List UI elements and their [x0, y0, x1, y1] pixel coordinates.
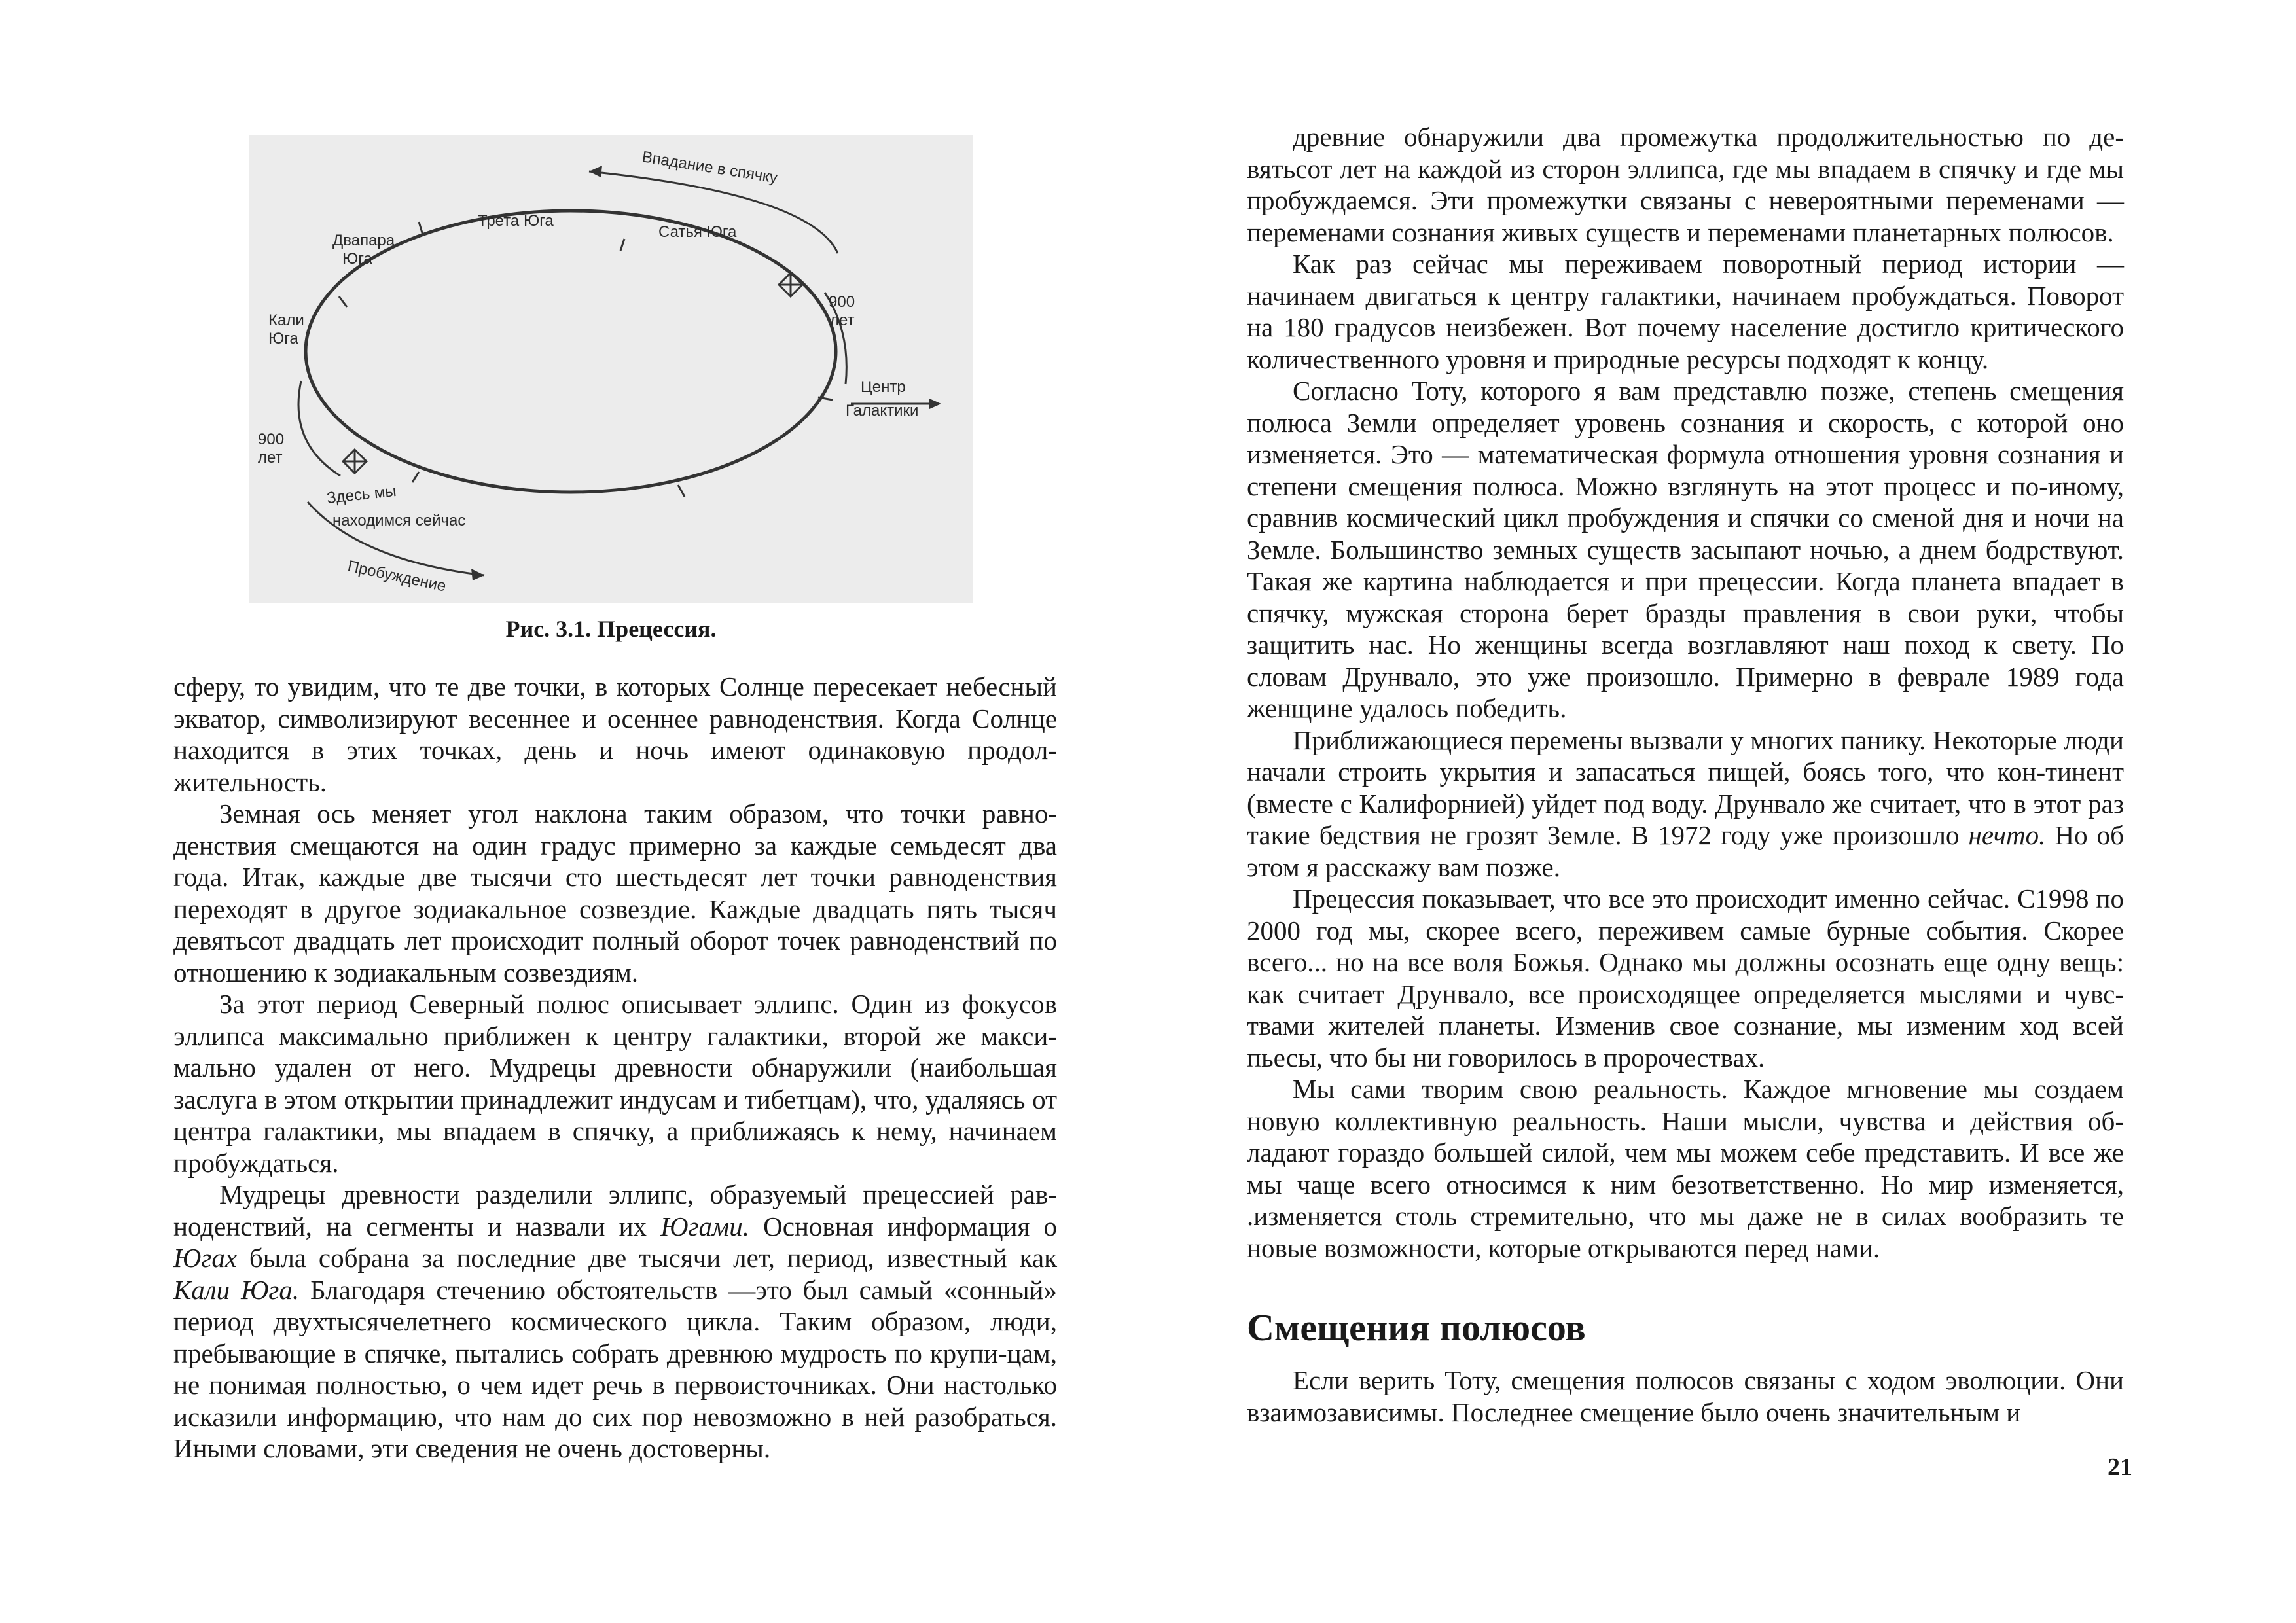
orbit-ellipse [306, 211, 836, 492]
right-column [1247, 121, 2124, 1264]
italic-run: Югами. [660, 1211, 749, 1241]
precession-figure [249, 135, 973, 603]
sleep-arrow-head [589, 166, 602, 177]
italic-run: Кали Юга. [173, 1274, 300, 1305]
text-run: Но об этом я расскажу вам позже. [1247, 820, 2124, 882]
right-paragraph-7: Если верить Тоту, смещения полюсов связаны с ходом эволюции. Они взаимозависимы. Последнее смещение было очень значительным и [1247, 1365, 2124, 1427]
text-run: Мудрецы древности разделили эллипс, образуемый прецессией рав-ноденствий, на сегменты и назвали их [173, 1179, 1057, 1241]
label-satya: Сатья Юга [658, 223, 737, 241]
label-kali-1: Кали [268, 312, 304, 329]
text-run: Основная информация о [749, 1211, 1057, 1241]
right-paragraph-6: Мы сами творим свою реальность. Каждое мгновение мы создаем новую коллективную реальность. Наши мысли, чувства и действия об-ладают гораздо большей силой, чем мы можем себе представить. И все же мы чаще всего относимся к ним безответственно. Но мир изменяется, .изменяется столь стремительно, что мы даже не в силах вообразить те новые возможности, которые открываются перед нами. [1247, 1074, 2124, 1263]
label-awakening: Пробуждение [346, 557, 448, 596]
left-paragraph-4 [173, 1179, 1057, 1465]
marker-right [779, 273, 802, 296]
section-body [1247, 1364, 2124, 1428]
figure-caption: Рис. 3.1. Прецессия. [505, 616, 717, 642]
label-vpadanie: Впадание в спячку [641, 148, 779, 187]
awake-arrow-head [471, 569, 484, 580]
label-years-left-2: лет [258, 449, 283, 467]
label-years-left-1: 900 [258, 431, 285, 448]
right-paragraph-5: Прецессия показывает, что все это происходит именно сейчас. С1998 по 2000 год мы, скорее всего, переживем самые бурные события. Скорее всего... но на все воля Божья. Однако мы должны осознать еще одну вещь: как считает Друнвало, все происходящее определяется мыслями и чувс-твами жителей планеты. Изменив свое сознание, мы изменим ход всей пьесы, что бы ни говорилось в пророчествах. [1247, 883, 2124, 1073]
label-dvapara-2: Юга [342, 250, 372, 268]
right-paragraph-1: древние обнаружили два промежутка продолжительностью по де-вятьсот лет на каждой из сторон эллипса, где мы впадаем в спячку и где мы пробуждаемся. Эти промежутки связаны с невероятными переменами — переменами сознания живых существ и переменами планетарных полюсов. [1247, 122, 2124, 247]
section-heading: Смещения полюсов [1247, 1306, 1586, 1349]
label-here-1: Здесь мы [325, 482, 397, 507]
center-arrow-head [929, 399, 941, 409]
label-kali-2: Юга [268, 330, 298, 348]
left-paragraph-2: Земная ось меняет угол наклона таким образом, что точки равно-денствия смещаются на один градус примерно за каждые семьдесят два года. Итак, каждые две тысячи сто шестьдесят лет точки равноденствия переходят в другое зодиакальное созвездие. Каждые двадцать пять тысяч девятьсот двадцать лет происходит полный оборот точек равноденствий по отношению к зодиакальным созвездиям. [173, 798, 1057, 988]
right-paragraph-4 [1247, 724, 2124, 883]
label-years-right-1: 900 [829, 293, 855, 311]
text-run: была собрана за последние две тысячи лет, период, известный как [237, 1243, 1057, 1273]
right-paragraph-2: Как раз сейчас мы переживаем поворотный период истории — начинаем двигаться к центру галактики, начинаем пробуждаться. Поворот на 180 градусов неизбежен. Вот почему население достигло критического количественного уровня и природные ресурсы подходят к концу. [1247, 249, 2124, 374]
label-here-2: находимся сейчас [332, 512, 466, 529]
label-center-2: Галактики [846, 402, 919, 419]
right-paragraph-3: Согласно Тоту, которого я вам представлю позже, степень смещения полюса Земли определяет уровень сознания и скорость, с которой оно изменяется. Это — математическая формула отношения уровня сознания и степени смещения полюса. Можно взглянуть на этот процесс и по-иному, сравнив космический цикл пробуждения и спячки со сменой дня и ночи на Земле. Большинство земных существ засыпают ночью, а днем бодрствуют. Такая же картина наблюдается и при прецессии. Когда планета впадает в спячку, мужская сторона берет бразды правления в свои руки, чтобы защитить нас. Но женщины всегда возглавляют наш поход к свету. По словам Друнвало, это уже произошло. Примерно в феврале 1989 года женщине удалось победить. [1247, 376, 2124, 723]
label-years-right-2: лет [830, 312, 855, 329]
page-number: 21 [2108, 1454, 2132, 1481]
label-dvapara-1: Двапара [332, 232, 395, 249]
text-run: Приближающиеся перемены вызвали у многих панику. Некоторые люди начали строить укрытия и запасаться пищей, боясь того, что кон-тинент (вместе с Калифорнией) уйдет под воду. Друнвало же считает, что в этот раз такие бедствия не грозят Земле. В 1972 году уже произошло [1247, 724, 2124, 850]
left-paragraph-1: сферу, то увидим, что те две точки, в которых Солнце пересекает небесный экватор, символизируют весеннее и осеннее равноденствия. Когда Солнце находится в этих точках, день и ночь имеют одинаковую продол-жительность. [173, 671, 1057, 797]
italic-run: Югах [173, 1243, 238, 1273]
label-treta: Трета Юга [478, 212, 554, 230]
left-column [173, 671, 1057, 1465]
marker-left [343, 450, 367, 473]
left-paragraph-3: За этот период Северный полюс описывает эллипс. Один из фокусов эллипса максимально приближен к центру галактики, второй же макси-мально удален от него. Мудрецы древности обнаружили (наибольшая заслуга в этом открытии принадлежит индусам и тибетцам), что, удаляясь от центра галактики, мы впадаем в спячку, а приближаясь к нему, начинаем пробуждаться. [173, 989, 1057, 1178]
text-run: Благодаря стечению обстоятельств —это был самый «сонный» период двухтысячелетнего космического цикла. Таким образом, люди, пребывающие в спячке, пытались собрать древнюю мудрость по крупи-цам, не понимая полностью, о чем идет речь в первоисточниках. Они настолько исказили информацию, что нам до сих пор невозможно в ней разобраться. Иными словами, эти сведения не очень достоверны. [173, 1274, 1057, 1463]
precession-diagram [249, 135, 973, 603]
italic-run: нечто. [1968, 820, 2046, 850]
label-center-1: Центр [861, 378, 906, 396]
yuga-ticks [339, 222, 833, 497]
